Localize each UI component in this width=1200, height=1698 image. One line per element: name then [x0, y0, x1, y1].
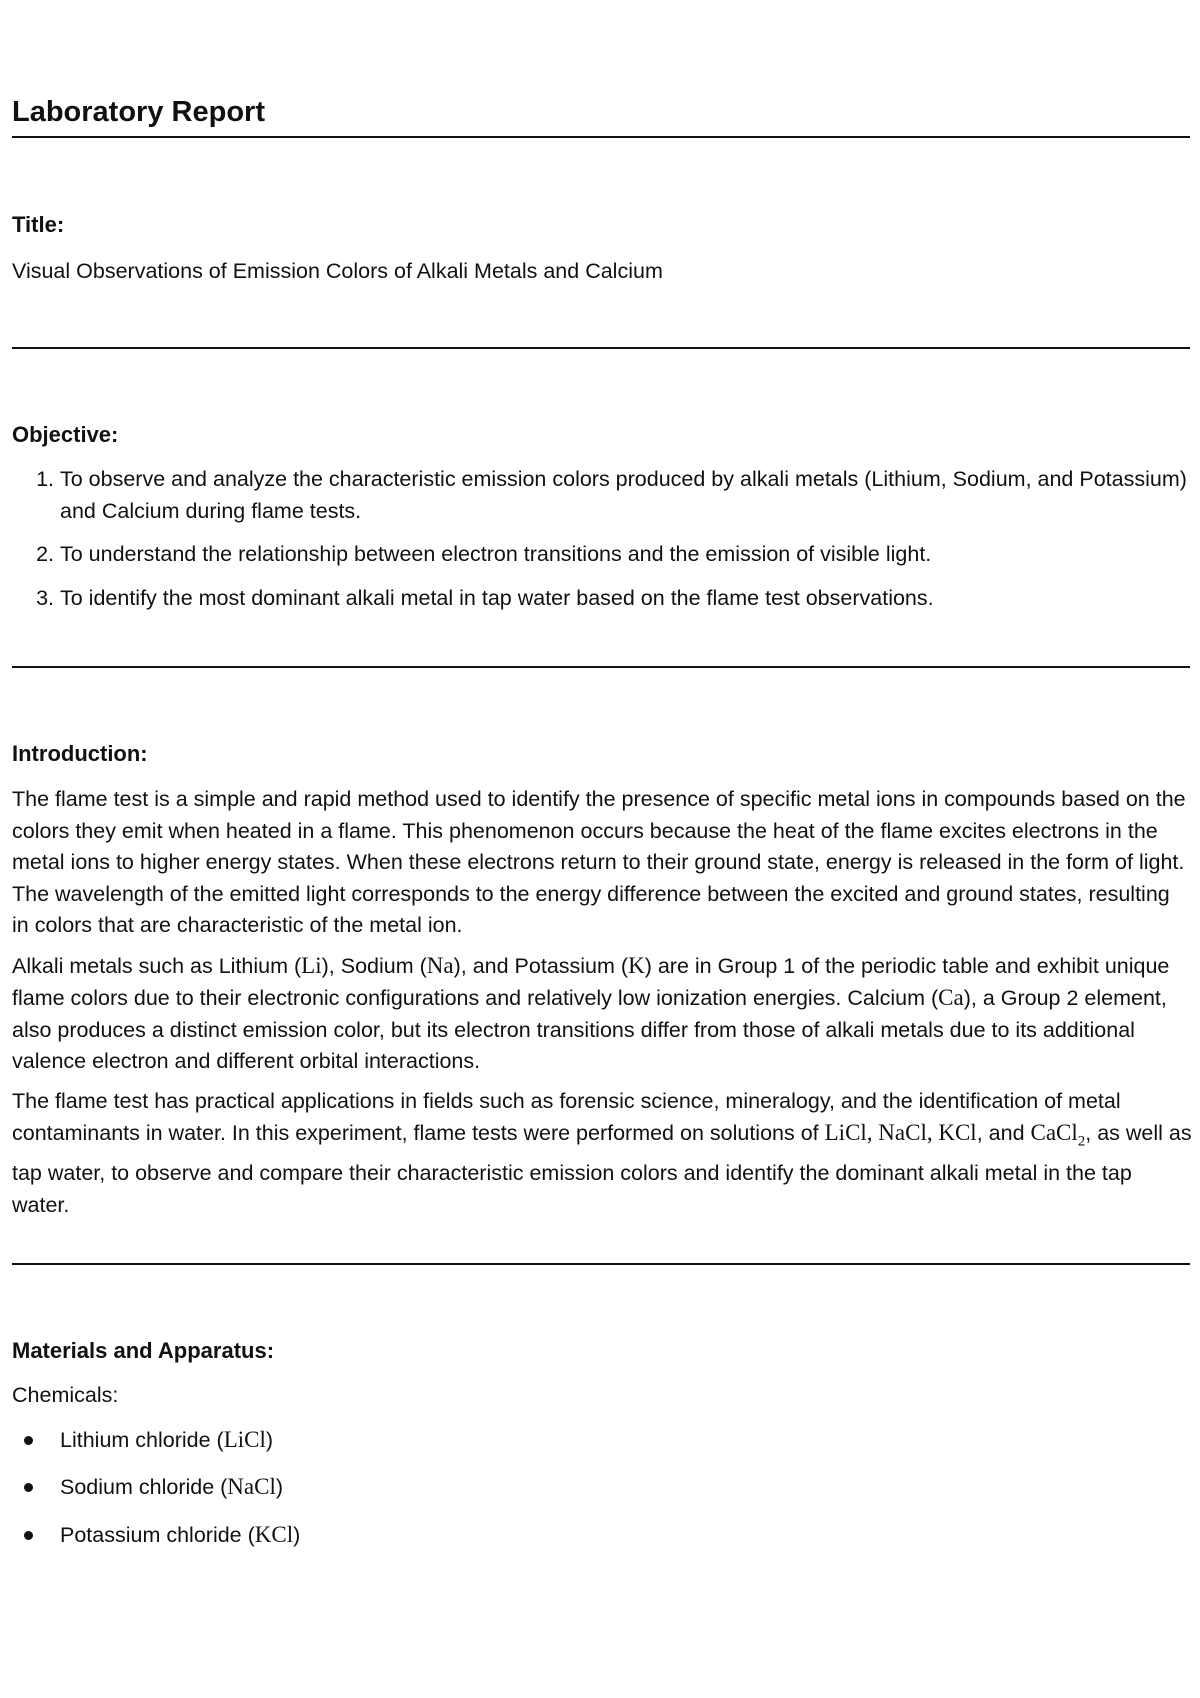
objective-section — [12, 421, 1192, 614]
list-item: Lithium chloride (LiCl) — [60, 1424, 1192, 1457]
section-heading-objective: Objective: — [12, 422, 119, 447]
chemicals-list — [12, 1424, 1192, 1552]
introduction-paragraph-1: The flame test is a simple and rapid method used to identify the presence of specific metal ions in compounds based on the colors they emit when heated in a flame. This phenomenon occurs because the heat of the flame excites electrons in the metal ions to higher energy states. When these electrons return to their ground state, energy is released in the form of light. The wavelength of the emitted light corresponds to the energy difference between the excited and ground states, resulting in colors that are characteristic of the metal ion. — [12, 787, 1186, 937]
bullet-icon — [24, 1483, 33, 1492]
title-text: Visual Observations of Emission Colors of Alkali Metals and Calcium — [12, 259, 663, 283]
divider — [12, 136, 1190, 138]
formula-na: Na — [426, 952, 454, 978]
formula-kcl: KCl — [938, 1120, 977, 1145]
formula-licl: LiCl — [824, 1120, 867, 1145]
introduction-paragraph-3: The flame test has practical applications in fields such as forensic science, mineralogy, and the identification of metal contaminants in water. In this experiment, flame tests were performed on solutions of LiCl, NaCl, KCl, and CaCl$_2$, as well as tap water, to observe and compare their characteristic emission colors and identify the dominant alkali metal in the tap water. — [12, 1088, 1192, 1217]
formula-nacl: NaCl — [878, 1120, 927, 1145]
formula-k: K — [628, 952, 645, 978]
divider — [12, 347, 1190, 349]
section-heading-title: Title: — [12, 212, 65, 237]
introduction-paragraph-2: Alkali metals such as Lithium (Li), Sodium (Na), and Potassium (K) are in Group 1 of the periodic table and exhibit unique flame colors due to their electronic configurations and relatively low ionization energies. Calcium (Ca), a Group 2 element, also produces a distinct emission color, but its electron transitions differ from those of alkali metals due to its additional valence electron and different orbital interactions. — [12, 952, 1170, 1073]
divider — [12, 666, 1190, 668]
objective-list — [12, 464, 1192, 614]
objective-item: 3. To identify the most dominant alkali metal in tap water based on the flame test observations. — [60, 583, 1192, 615]
title-section — [12, 211, 1192, 288]
list-item: Sodium chloride (NaCl) — [60, 1471, 1192, 1504]
formula-cacl2: CaCl$_2$ — [1030, 1120, 1086, 1150]
chemicals-label: Chemicals: — [12, 1383, 119, 1407]
list-item: Potassium chloride (KCl) — [60, 1519, 1192, 1552]
formula-li: Li — [301, 952, 322, 978]
objective-item: 2. To understand the relationship between electron transitions and the emission of visible light. — [60, 539, 1192, 571]
formula-ca: Ca — [938, 985, 964, 1010]
section-heading-introduction: Introduction: — [12, 741, 148, 766]
report-heading: Laboratory Report — [12, 96, 265, 128]
section-heading-materials: Materials and Apparatus: — [12, 1338, 275, 1363]
objective-item: 1. To observe and analyze the characteristic emission colors produced by alkali metals (Lithium, Sodium, and Potassium) and Calcium during flame tests. — [60, 464, 1192, 527]
materials-section — [12, 1337, 1192, 1566]
divider — [12, 1263, 1190, 1265]
bullet-icon — [24, 1436, 33, 1445]
introduction-section — [12, 740, 1192, 1221]
bullet-icon — [24, 1531, 33, 1540]
